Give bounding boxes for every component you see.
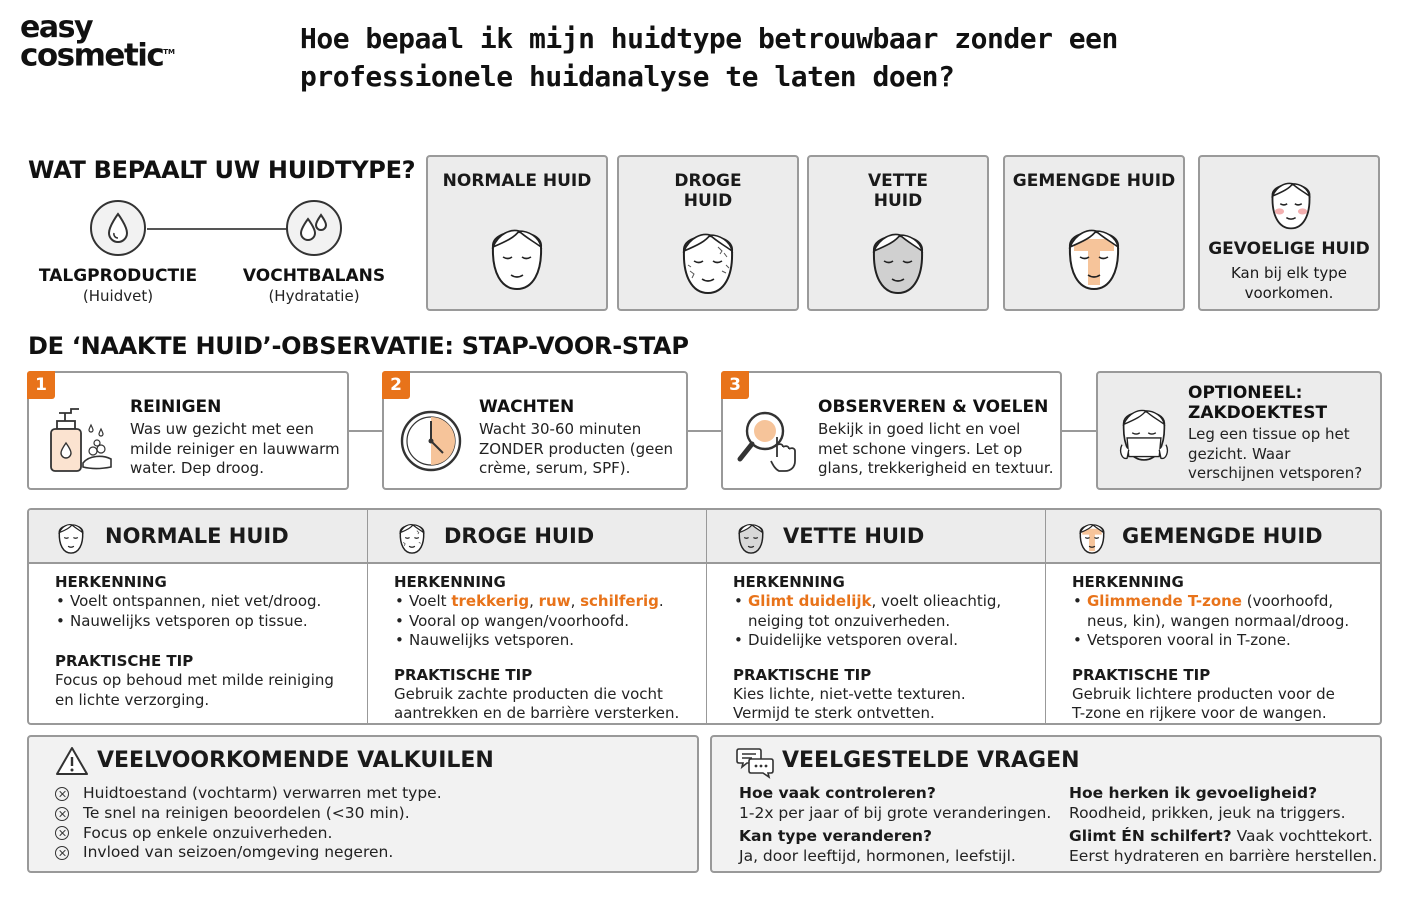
dry-face-icon [396,518,428,556]
recognition-item: • Duidelijke vetsporen overal. [733,631,1045,651]
faq-question: Hoe vaak controleren? [739,784,936,802]
cleanser-bottle-icon [47,405,115,475]
detail-body [1046,564,1382,724]
recognition-label: HERKENNING [1072,573,1184,591]
detail-header [368,510,706,564]
faq-title: VEELGESTELDE VRAGEN [782,748,1080,773]
speech-bubbles-icon [736,745,774,779]
combination-face-icon [1076,518,1108,556]
recognition-label: HERKENNING [733,573,845,591]
step-number: 3 [721,371,749,399]
magnifier-hand-icon [737,409,807,475]
detail-header [1046,510,1382,564]
step-card-reinigen [27,371,349,490]
skin-type-title: NORMALE HUID [442,171,592,191]
recognition-item: • Glimmende T-zone (voorhoofd, neus, kin), wangen normaal/droog. [1072,592,1382,631]
step-number: 2 [382,371,410,399]
pitfall-item: Focus op enkele onzuiverheden. [55,824,442,844]
detail-title: DROGE HUID [444,524,595,548]
faq-answer: Ja, door leeftijd, hormonen, leefstijl. [739,847,1016,865]
tip-label: PRAKTISCHE TIP [1072,665,1211,684]
step-text: Leg een tissue op het gezicht. Waar verschijnen vetsporen? [1188,425,1363,482]
recognition-item: • Voelt trekkerig, ruw, schilferig. [394,592,706,612]
detail-body [707,564,1045,724]
detail-column-gemengd [1046,510,1382,723]
detail-header [29,510,367,564]
brand-logo [20,10,176,74]
recognition-item: • Vooral op wangen/voorhoofd. [394,612,706,632]
faq-answer: Roodheid, prikken, jeuk na triggers. [1069,804,1346,822]
x-circle-icon [55,787,69,801]
x-circle-icon [55,807,69,821]
recognition-label: HERKENNING [55,573,167,591]
step-card-wachten [382,371,688,490]
dry-face-icon [676,221,740,299]
normal-face-icon [55,518,87,556]
skin-type-card-gevoelig [1198,155,1380,311]
step-connector [1061,430,1097,432]
skin-type-desc: Kan bij elk type voorkomen. [1230,264,1348,302]
step-text: Bekijk in goed licht en voel met schone vingers. Let op glans, trekkerigheid en textuur. [818,420,1054,477]
tip-text: Kies lichte, niet-vette texturen. Vermijd te sterk ontvetten. [733,684,966,722]
recognition-item: • Voelt ontspannen, niet vet/droog. [55,592,367,612]
skin-type-title: GEVOELIGE HUID [1208,239,1370,259]
pitfall-item: Te snel na reinigen beoordelen (<30 min). [55,804,442,824]
steps-heading: DE ‘NAAKTE HUID’-OBSERVATIE: STAP-VOOR-STAP [28,332,689,360]
title-line2: professionele huidanalyse te laten doen? [300,60,955,93]
skin-type-title: GEMENGDE HUID [1012,171,1176,191]
factor-label-vochtbalans: VOCHTBALANS [242,266,386,286]
faq-item [739,826,1016,866]
tip-text: Gebruik lichtere producten voor de T-zone en rijkere voor de wangen. [1072,684,1335,722]
faq-question: Glimt ÉN schilfert? [1069,827,1232,845]
faq-answer: Vaak vochttekort. [1231,827,1373,845]
faq-item [739,783,1051,823]
factor-label-talgproductie: TALGPRODUCTIE [38,266,198,286]
detail-title: VETTE HUID [783,524,925,548]
brand-line1: easy [20,10,93,45]
recognition-item: • Vetsporen vooral in T-zone. [1072,631,1382,651]
recognition-label: HERKENNING [394,573,506,591]
combination-face-icon [1062,217,1126,295]
faq-question: Kan type veranderen? [739,827,932,845]
x-circle-icon [55,826,69,840]
skin-type-card-normaal [426,155,608,311]
recognition-item: • Nauwelijks vetsporen. [394,631,706,651]
skin-type-card-gemengd [1003,155,1185,311]
faq-answer: 1-2x per jaar of bij grote veranderingen. [739,804,1052,822]
detail-title: NORMALE HUID [105,524,289,548]
brand-line2: cosmetic [20,37,164,74]
pitfalls-list [55,784,442,863]
normal-face-icon [485,217,549,295]
tip-label: PRAKTISCHE TIP [733,665,872,684]
step-card-observeren [721,371,1062,490]
faq-item [1069,826,1377,866]
detail-column-vet [707,510,1046,723]
tip-text: Focus op behoud met milde reiniging en lichte verzorging. [55,671,334,709]
recognition-list [733,592,1045,651]
detail-title: GEMENGDE HUID [1122,524,1323,548]
recognition-item: • Glimt duidelijk, voelt olieachtig, neiging tot onzuiverheden. [733,592,1045,631]
step-number: 1 [27,371,55,399]
skin-type-title: DROGE HUID [674,171,742,211]
step-connector [348,430,383,432]
faq-answer-cont: Eerst hydrateren en barrière herstellen. [1069,847,1378,865]
pitfall-item: Invloed van seizoen/omgeving negeren. [55,843,442,863]
x-circle-icon [55,846,69,860]
step-title: REINIGEN [130,397,222,417]
detail-column-droog [368,510,707,723]
pitfalls-box [27,735,699,873]
step-card-zakdoektest [1096,371,1382,490]
sensitive-face-icon [1266,173,1316,233]
pitfall-item: Huidtoestand (vochtarm) verwarren met type. [55,784,442,804]
determinants-heading: WAT BEPAALT UW HUIDTYPE? [28,156,416,184]
single-drop-icon [90,200,146,256]
tip-text: Gebruik zachte producten die vocht aantrekken en de barrière versterken. [394,684,680,722]
factor-sub-talgproductie: (Huidvet) [82,287,154,305]
step-text: Was uw gezicht met een milde reiniger en lauwwarm water. Dep droog. [130,420,340,477]
skin-type-card-vet [807,155,989,311]
tip-label: PRAKTISCHE TIP [55,652,194,670]
oily-face-icon [735,518,767,556]
step-title: WACHTEN [479,397,575,417]
step-text: Wacht 30-60 minuten ZONDER producten (geen crème, serum, SPF). [479,420,674,477]
page-title [300,20,1200,96]
factor-connector [147,228,287,230]
step-connector [687,430,722,432]
recognition-list [1072,592,1382,651]
clock-icon [399,409,463,473]
step-title: OPTIONEEL: ZAKDOEKTEST [1188,383,1328,423]
detail-header [707,510,1045,564]
tip-label: PRAKTISCHE TIP [394,665,533,684]
step-title: OBSERVEREN & VOELEN [818,397,1049,417]
skin-type-title: VETTE HUID [868,171,928,211]
faq-box [710,735,1382,873]
recognition-list [394,592,706,651]
pitfalls-title: VEELVOORKOMENDE VALKUILEN [97,748,494,773]
recognition-list [55,592,367,631]
title-line1: Hoe bepaal ik mijn huidtype betrouwbaar zonder een [300,22,1118,55]
faq-question: Hoe herken ik gevoeligheid? [1069,784,1318,802]
detail-body [29,564,367,710]
double-drop-icon [286,200,342,256]
warning-icon [55,746,89,776]
skin-type-card-droog [617,155,799,311]
tissue-face-icon [1116,399,1172,465]
factor-sub-vochtbalans: (Hydratatie) [268,287,360,305]
skin-type-details [27,508,1382,725]
faq-item [1069,783,1346,823]
brand-tm: TM [163,48,176,56]
detail-column-normaal [29,510,368,723]
recognition-item: • Nauwelijks vetsporen op tissue. [55,612,367,632]
oily-face-icon [866,221,930,299]
detail-body [368,564,706,724]
